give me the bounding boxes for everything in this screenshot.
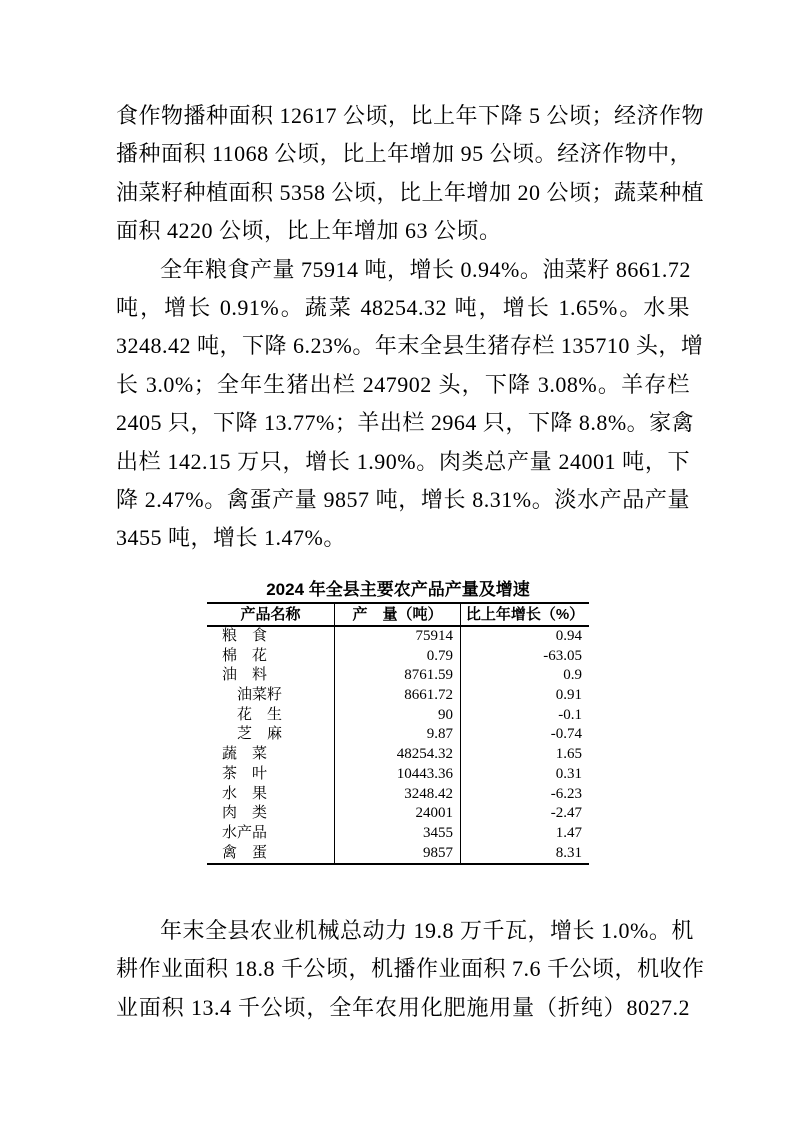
table-row xyxy=(207,804,589,824)
cell-growth: -0.74 xyxy=(460,725,589,745)
cell-product-name: 油 料 xyxy=(222,667,268,684)
cell-growth: 0.94 xyxy=(460,627,589,647)
cell-growth: -6.23 xyxy=(460,785,589,805)
cell-output: 90 xyxy=(334,706,460,726)
cell-growth: 0.9 xyxy=(460,666,589,686)
paragraph-machinery xyxy=(116,912,705,1027)
cell-growth: 0.31 xyxy=(460,765,589,785)
cell-growth: 1.65 xyxy=(460,745,589,765)
cell-output: 3455 xyxy=(334,824,460,844)
cell-product-name: 粮 食 xyxy=(222,628,268,644)
cell-growth: 8.31 xyxy=(460,844,589,864)
text-line: 长 3.0%；全年生猪出栏 247902 头，下降 3.08%。羊存栏 xyxy=(116,371,690,397)
cell-output: 9857 xyxy=(334,844,460,864)
cell-growth: 0.91 xyxy=(460,686,589,706)
text-line: 全年粮食产量 75914 吨，增长 0.94%。油菜籽 8661.72 xyxy=(160,256,691,282)
text-line: 3248.42 吨，下降 6.23%。年末全县生猪存栏 135710 头，增 xyxy=(116,333,704,359)
table-row xyxy=(207,666,589,686)
header-output: 产 量（吨） xyxy=(334,604,460,625)
text-line: 面积 4220 公顷，比上年增加 63 公顷。 xyxy=(116,218,502,244)
agri-products-table-section xyxy=(207,578,589,865)
cell-output: 24001 xyxy=(334,804,460,824)
table-row xyxy=(207,725,589,745)
cell-output: 75914 xyxy=(334,627,460,647)
cell-product-name: 芝 麻 xyxy=(237,726,283,743)
cell-product-name: 油菜籽 xyxy=(237,687,283,704)
table-row xyxy=(207,765,589,785)
cell-product-name: 花 生 xyxy=(237,706,283,723)
table-row xyxy=(207,627,589,647)
cell-product-name: 水产品 xyxy=(222,824,268,841)
table-row xyxy=(207,647,589,667)
cell-growth: 1.47 xyxy=(460,824,589,844)
table-title: 2024 年全县主要农产品产量及增速 xyxy=(266,580,530,599)
text-line: 油菜籽种植面积 5358 公顷，比上年增加 20 公顷；蔬菜种植 xyxy=(116,179,705,205)
paragraph-output-livestock xyxy=(116,251,704,558)
cell-product-name: 蔬 菜 xyxy=(222,746,268,763)
text-line: 3455 吨，增长 1.47%。 xyxy=(116,525,346,551)
cell-product-name: 棉 花 xyxy=(222,647,268,664)
cell-growth: -0.1 xyxy=(460,706,589,726)
table-row xyxy=(207,706,589,726)
cell-growth: -2.47 xyxy=(460,804,589,824)
text-line: 耕作业面积 18.8 千公顷，机播作业面积 7.6 千公顷，机收作 xyxy=(116,956,705,982)
text-line: 业面积 13.4 千公顷，全年农用化肥施用量（折纯）8027.2 xyxy=(116,994,690,1020)
text-line: 出栏 142.15 万只，增长 1.90%。肉类总产量 24001 吨，下 xyxy=(116,448,690,474)
cell-output: 0.79 xyxy=(334,647,460,667)
table-row xyxy=(207,745,589,765)
text-line: 食作物播种面积 12617 公顷，比上年下降 5 公顷；经济作物 xyxy=(116,103,705,128)
table-row xyxy=(207,824,589,844)
paragraph-planting-area xyxy=(116,97,705,251)
cell-output: 3248.42 xyxy=(334,785,460,805)
cell-product-name: 茶 叶 xyxy=(222,765,268,782)
cell-output: 8661.72 xyxy=(334,686,460,706)
table-row xyxy=(207,686,589,706)
header-growth: 比上年增长（%） xyxy=(460,604,589,625)
text-line: 降 2.47%。禽蛋产量 9857 吨，增长 8.31%。淡水产品产量 xyxy=(116,486,690,512)
table-header-row xyxy=(207,604,589,627)
cell-output: 48254.32 xyxy=(334,745,460,765)
products-table xyxy=(207,602,589,865)
text-line: 吨，增长 0.91%。蔬菜 48254.32 吨，增长 1.65%。水果 xyxy=(116,294,690,320)
cell-growth: -63.05 xyxy=(460,647,589,667)
cell-output: 8761.59 xyxy=(334,666,460,686)
cell-output: 10443.36 xyxy=(334,765,460,785)
cell-product-name: 禽 蛋 xyxy=(222,844,268,861)
cell-product-name: 水 果 xyxy=(222,785,268,802)
table-row xyxy=(207,844,589,864)
table-row xyxy=(207,785,589,805)
text-line: 年末全县农业机械总动力 19.8 万千瓦，增长 1.0%。机 xyxy=(160,918,694,943)
text-line: 播种面积 11068 公顷，比上年增加 95 公顷。经济作物中， xyxy=(116,141,693,167)
text-line: 2405 只，下降 13.77%；羊出栏 2964 只，下降 8.8%。家禽 xyxy=(116,410,695,436)
cell-product-name: 肉 类 xyxy=(222,805,268,822)
header-product-name: 产品名称 xyxy=(240,606,301,623)
cell-output: 9.87 xyxy=(334,725,460,745)
body-text-block xyxy=(116,97,705,558)
